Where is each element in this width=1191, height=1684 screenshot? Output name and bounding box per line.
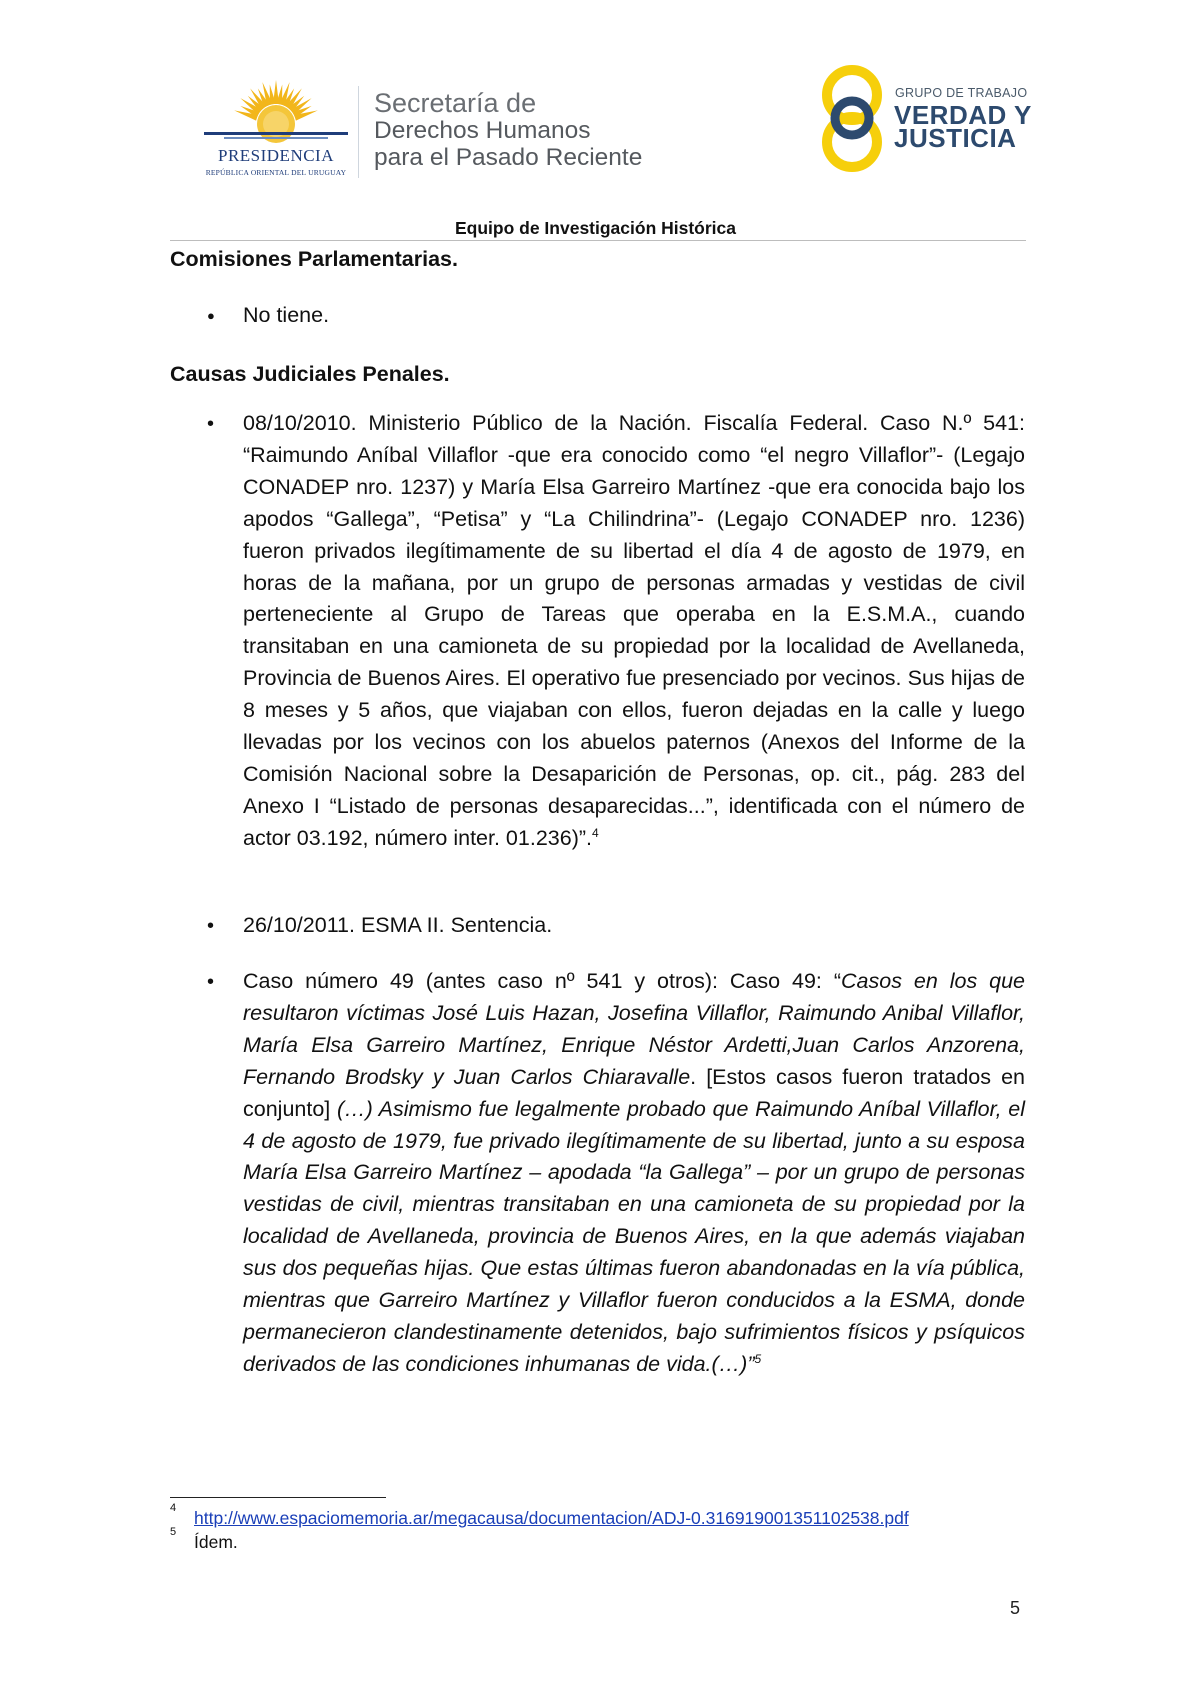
caso-541-text: 08/10/2010. Ministerio Público de la Nación. Fiscalía Federal. Caso N.º 541: “Raimundo Aníbal Villaflor -que era conocido como “el negro Villaflor”- (Legajo CONADEP nro. 1237) y María Elsa Garreiro Martínez -que era conocida bajo los apodos “Gallega”, “Petisa” y “La Chilindrina”- (Legajo CONADEP nro. 1236) fueron privados ilegítimamente de su libertad el día 4 de agosto de 1979, en horas de la mañana, por un grupo de personas armadas y vestidas de civil perteneciente al Grupo de Tareas que operaba en la E.S.M.A., cuando transitaban en una camioneta de su propiedad por la localidad de Avellaneda, Provincia de Buenos Aires. El operativo fue presenciado por vecinos. Sus hijas de 8 meses y 5 años, que viajaban con ellos, fueron dejadas en la calle y luego llevadas por los vecinos con los abuelos paternos (Anexos del Informe de la Comisión Nacional sobre la Desaparición de Personas, op. cit., pág. 283 del Anexo I “Listado de personas desaparecidas...”, identificada con el número de actor 03.192, número inter. 01.236)”.: [243, 411, 1025, 850]
gtvj-label-small: GRUPO DE TRABAJO: [895, 86, 1028, 100]
list-item-esma-ii: 26/10/2011. ESMA II. Sentencia.: [243, 913, 553, 937]
caso-49-intro: Caso número 49 (antes caso nº 541 y otros): Caso 49: “: [243, 969, 841, 993]
team-title: Equipo de Investigación Histórica: [454, 218, 737, 238]
heading-comisiones: Comisiones Parlamentarias.: [170, 247, 458, 271]
secretaria-line-3: para el Pasado Reciente: [374, 144, 643, 171]
page-number: 5: [1010, 1598, 1021, 1618]
footnote-number: 5: [170, 1526, 177, 1538]
heading-causas: Causas Judiciales Penales.: [170, 362, 450, 386]
bullet-dot: •: [207, 971, 215, 993]
presidencia-logo: [196, 80, 356, 180]
footnote-text: Ídem.: [194, 1532, 238, 1552]
item-no-tiene: No tiene.: [243, 303, 330, 327]
footnote-rule: [170, 1497, 386, 1498]
bullet-dot: ●: [207, 308, 215, 323]
presidencia-name: PRESIDENCIA: [217, 146, 334, 165]
footnote-ref-4: 4: [592, 825, 599, 840]
footnote-ref-5: 5: [754, 1351, 762, 1366]
secretaria-logo-text: [374, 90, 642, 171]
caso-49-italic-victims: Casos en los que resultaron víctimas José Luis Hazan, Josefina Villaflor, Raimundo Anibal Villaflor, María Elsa Garreiro Martínez, Enrique Néstor Ardetti,Juan Carlos Anzorena, Fernando Brodsky y Juan Carlos Chiaravalle: [243, 969, 1025, 1089]
list-item-caso-541: [243, 408, 1025, 855]
secretaria-line-2: Derechos Humanos: [374, 117, 591, 144]
logo-divider: [358, 86, 359, 178]
secretaria-line-1: Secretaría de: [374, 88, 537, 118]
bullet-dot: •: [207, 413, 215, 435]
caso-49-middle: . [Estos casos fueron tratados en conjunto]: [243, 1064, 1025, 1121]
header-rule: [170, 240, 1026, 241]
footnote-link[interactable]: http://www.espaciomemoria.ar/megacausa/documentacion/ADJ-0.316919001351102538.pdf: [194, 1508, 909, 1528]
bullet-dot: •: [207, 915, 215, 937]
presidencia-subtitle: REPÚBLICA ORIENTAL DEL URUGUAY: [205, 168, 347, 177]
gtvj-label-justicia: JUSTICIA: [894, 123, 1017, 153]
gtvj-label-verdad: VERDAD Y: [894, 100, 1032, 130]
footnote-number: 4: [170, 1502, 177, 1514]
sun-emblem-icon: [196, 80, 356, 146]
caso-49-italic-quote: (…) Asimismo fue legalmente probado que Raimundo Aníbal Villaflor, el 4 de agosto de 1979, fue privado ilegítimamente de su libertad, junto a su esposa María Elsa Garreiro Martínez – apodada “la Gallega” – por un grupo de personas vestidas de civil, mientras transitaban en una camioneta de su propiedad por la localidad de Avellaneda, provincia de Buenos Aires, en la que además viajaban sus dos pequeñas hijas. Que estas últimas fueron abandonadas en la vía pública, mientras que Garreiro Martínez y Villaflor fueron conducidos a la ESMA, donde permanecieron clandestinamente detenidos, bajo sufrimientos físicos y psíquicos derivados de las condiciones inhumanas de vida.(…)”: [243, 1096, 1025, 1376]
list-item-caso-49: [243, 966, 1025, 1381]
